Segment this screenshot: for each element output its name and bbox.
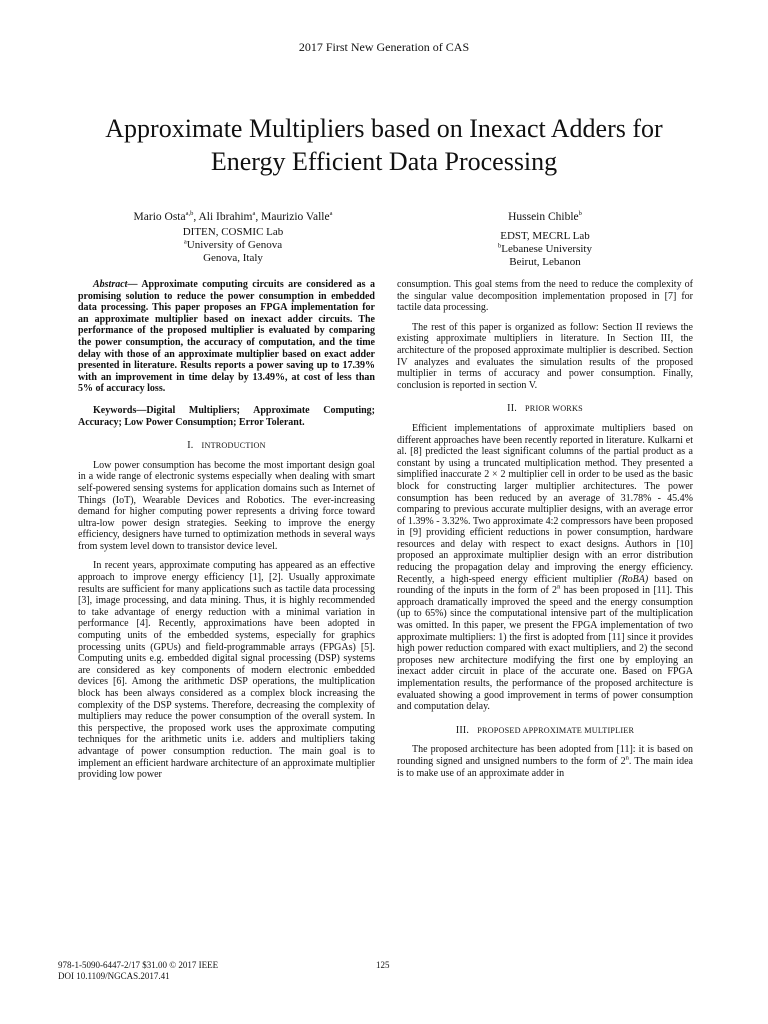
author-lab: DITEN, COSMIC Lab: [182, 226, 284, 238]
intro-paragraph-1: Low power consumption has become the most important design goal in a wide range of electronic systems especially when dealing with smart self-powered sensing systems for application domains such as Internet of Things (IoT), Wearable Devices and Robotics. The ever-increasing demand for higher computing power represents a driving force toward ultra-low power design strategies. Seeking to improve the energy efficiency, designers have turned to optimization methods in several ways from system level down to transistor device level.: [78, 459, 375, 552]
author-city: Genova, Italy: [203, 252, 263, 264]
conference-header: 2017 First New Generation of CAS: [298, 40, 470, 54]
title-line-1: Approximate Multipliers based on Inexact Adders for: [105, 114, 663, 143]
page-number: 125: [376, 960, 390, 970]
title-line-2: Energy Efficient Data Processing: [210, 147, 558, 176]
abstract-text: — Approximate computing circuits are considered as a promising solution to reduce the power consumption in embedded data processing. This paper proposes an FPGA implementation for an approximate multiplier based on inexact adder circuits. The performance of the proposed multiplier is evaluated by comparing the power consumption, the accuracy of computation, and the time delay with those of an approximate multiplier based on exact adder presented in literature. Results reports a power saving up to 17.39% with an improvement in time delay by 13.49%, at cost of less than 5% of accuracy loss.: [78, 279, 375, 395]
right-column: [397, 279, 693, 779]
author-name-right: Hussein Chible$^b$: [508, 210, 582, 223]
footer-ids: [58, 960, 218, 982]
right-paragraph-1: consumption. This goal stems from the need to reduce the complexity of the singular value decomposition implementation proposed in [7] for tactile data processing.: [397, 279, 693, 314]
intro-paragraph-2: In recent years, approximate computing has appeared as an effective approach to improve energy efficiency [1], [2]. Usually approximate results are sufficient for many applications such as tactile data processing [3], image processing, and data mining. Thus, it is highly recommended to take advantage of energy reduction with a minimal variation in performance [4]. Recently, approximations have been adopted in computing units of the embedded systems, especially for graphics processing units (GPUs) and field-programmable arrays (FPGAs) [5]. Computing units e.g. embedded digital signal processing (DSP) systems are considered as key components of modern electronic embedded devices [6]. Among the arithmetic DSP operations, the multiplication block has been always considered as a complex block increasing the complexity of the DSP systems. Therefore, decreasing the complexity of multipliers may reduce the power consumption of the overall system. In this perspective, the proposed work uses the approximate computing techniques for the arithmetic units i.e. adders and multipliers taking advantage of power consumption reduction. The main goal is to implement an efficient hardware architecture of an approximate multiplier providing low power: [78, 560, 375, 781]
author-city-right: Beirut, Lebanon: [509, 256, 581, 268]
authors-left: [78, 211, 388, 265]
section-heading-introduction: I. INTRODUCTION: [187, 440, 266, 452]
author-lab-right: EDST, MECRL Lab: [500, 230, 590, 242]
right-paragraph-2: The rest of this paper is organized as follow: Section II reviews the existing approximate multipliers in literature. In Section III, the architecture of the proposed approximate multiplier is described. Section IV analyzes and evaluates the simulation results of the proposed multiplier in terms of accuracy and power consumption. Finally, conclusion is reported in section V.: [397, 321, 693, 391]
proposed-paragraph: The proposed architecture has been adopted from [11]: it is based on rounding signed and unsigned numbers to the form of 2$^n$. The main idea is to make use of an approximate adder in: [397, 744, 693, 779]
author-university: $^a$University of Genova: [183, 238, 283, 251]
section-heading-proposed: III. PROPOSED APPROXIMATE MULTIPLIER: [455, 724, 635, 736]
keywords: Keywords—Digital Multipliers; Approximate Computing; Accuracy; Low Power Consumption; Error Tolerant.: [78, 404, 375, 428]
abstract: [78, 279, 375, 395]
section-heading-prior-works: II. PRIOR WORKS: [507, 403, 583, 415]
author-names: Mario Osta$^{a,b}$, Ali Ibrahim$^a$, Maurizio Valle$^a$: [133, 210, 333, 223]
author-university-right: $^b$Lebanese University: [498, 242, 592, 255]
left-column: [78, 279, 375, 781]
footer-isbn: 978-1-5090-6447-2/17 $31.00 © 2017 IEEE: [58, 960, 219, 970]
footer-doi: DOI 10.1109/NGCAS.2017.41: [58, 971, 170, 981]
authors-right: [420, 211, 670, 269]
abstract-label: Abstract: [93, 279, 128, 290]
prior-works-paragraph: Efficient implementations of approximate multipliers based on different approaches have been recently reported in literature. Kulkarni et al. [8] predicted the least significant columns of the partial product as a constant by using a truncated multiplication method. They presented a simplified inaccurate 2 × 2 multiplier cell in order to be used as the basic block for constructing larger multiplier architectures. The power consumption has been reduced by an average of 31.78% - 45.4% comparing to previous accurate multiplier designs, with an average error of 1.39% - 3.32%. Two approximate 4:2 compressors have been proposed in [9] providing efficient reductions in power consumption, hardware resources and delay with respect to exact designs. Authors in [10] proposed an approximate multiplier design with an error distribution reducing the propagation delay and improving the energy efficiency. Recently, a high-speed energy efficient multiplier (RoBA) based on rounding of the inputs in the form of 2$^n$ has been proposed in [11]. This approach dramatically improved the speed and the energy consumption (up to 65%) since the computational intensive part of the multiplication was omitted. In this paper, we present the FPGA implementation of two approximate multipliers: 1) the first is adopted from [11] since it provides high power reduction compared with exact multipliers, and 2) the second proposes new architecture modifying the first one by employing an inexact adder circuit in place of the accurate one. Based on FPGA implementation results, the performance of the proposed architecture is evaluated showing a good improvement in terms of power consumption and computation delay.: [397, 422, 693, 713]
paper-title: [70, 112, 698, 178]
